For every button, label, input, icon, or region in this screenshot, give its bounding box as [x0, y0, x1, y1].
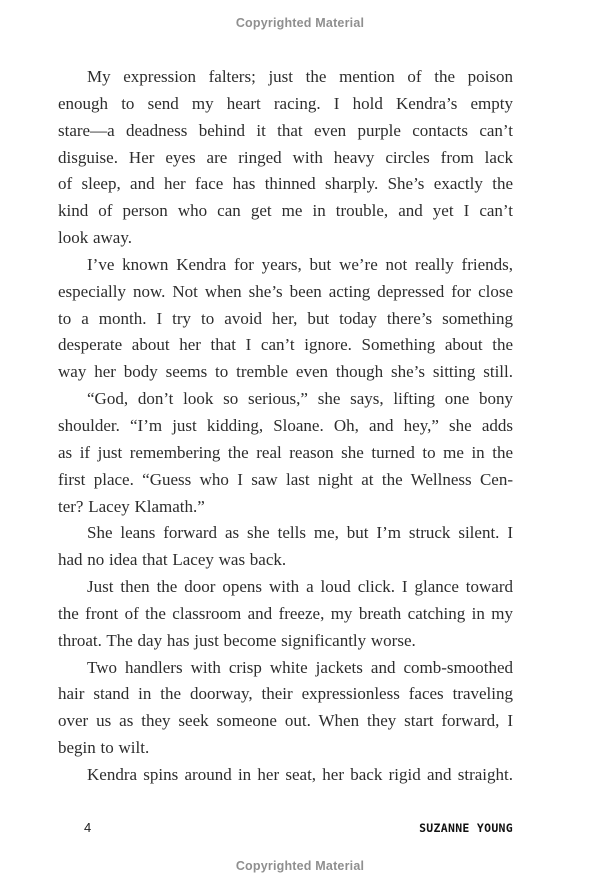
page-number: 4 [84, 820, 92, 835]
running-head-author: SUZANNE YOUNG [419, 821, 513, 835]
text-line: “God, don’t look so serious,” she says, lifting one bony [87, 389, 513, 409]
text-line: over us as they seek someone out. When they start forward, I [58, 711, 513, 731]
text-line: shoulder. “I’m just kidding, Sloane. Oh, and hey,” she adds [58, 415, 513, 435]
text-line: of sleep, and her face has thinned sharply. She’s exactly the [58, 174, 513, 194]
text-line: I’ve known Kendra for years, but we’re not really friends, [87, 254, 513, 274]
text-line: Just then the door opens with a loud click. I glance toward [87, 577, 513, 597]
copyright-notice-top: Copyrighted Material [235, 16, 365, 30]
text-line: Two handlers with crisp white jackets and comb-smoothed [87, 657, 513, 677]
text-line: enough to send my heart racing. I hold Kendra’s empty [58, 93, 513, 113]
page-footer [58, 820, 513, 836]
text-line: disguise. Her eyes are ringed with heavy circles from lack [58, 147, 513, 167]
text-line: My expression falters; just the mention of the poison [87, 67, 513, 86]
text-line: She leans forward as she tells me, but I’m struck silent. I [87, 523, 513, 543]
text-line: as if just remembering the real reason she turned to me in the [58, 442, 513, 462]
text-line: hair stand in the doorway, their expressionless faces traveling [58, 684, 513, 704]
text-line: ter? Lacey Klamath.” [58, 496, 205, 516]
text-line: stare—a deadness behind it that even purple contacts can’t [58, 120, 513, 140]
text-line: look away. [58, 228, 132, 248]
text-line: first place. “Guess who I saw last night at the Wellness Cen- [58, 469, 513, 489]
text-line: the front of the classroom and freeze, my breath catching in my [58, 603, 513, 623]
text-line: begin to wilt. [58, 738, 150, 758]
text-line: throat. The day has just become significantly worse. [58, 630, 416, 650]
copyright-notice-bottom: Copyrighted Material [235, 859, 365, 873]
text-line: way her body seems to tremble even though she’s sitting still. [58, 362, 513, 382]
text-line: had no idea that Lacey was back. [58, 550, 287, 570]
text-line: to a month. I try to avoid her, but today there’s something [58, 308, 513, 328]
text-line: desperate about her that I can’t ignore. Something about the [58, 335, 513, 355]
body-text [58, 64, 513, 789]
text-line: especially now. Not when she’s been acting depressed for close [58, 281, 513, 301]
text-line: Kendra spins around in her seat, her back rigid and straight. [87, 764, 513, 784]
text-line: kind of person who can get me in trouble, and yet I can’t [58, 201, 513, 221]
